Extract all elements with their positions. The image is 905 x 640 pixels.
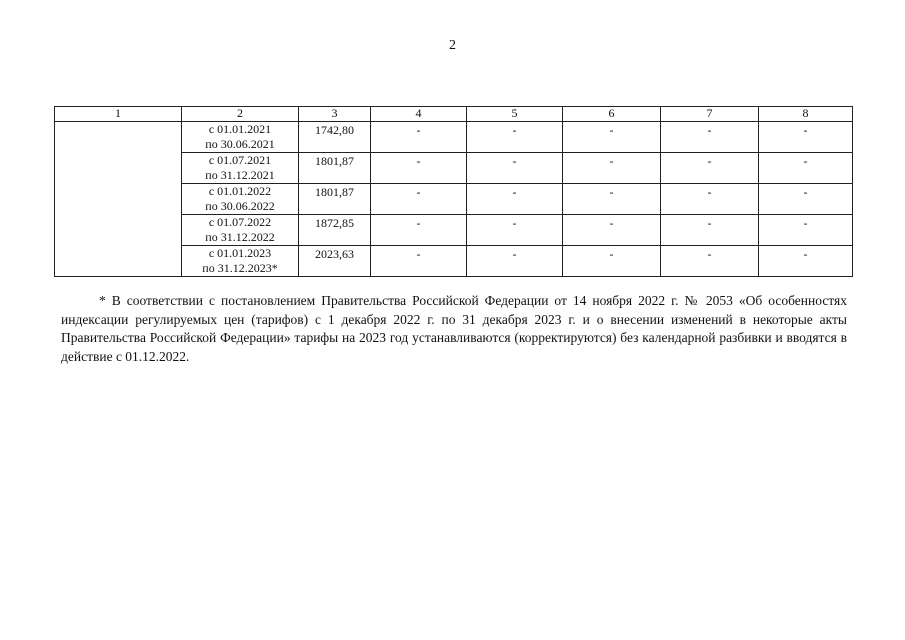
- column-header: 2: [182, 107, 299, 122]
- period-from: с 01.01.2021: [208, 122, 272, 136]
- table-cell: -: [371, 184, 467, 215]
- period-to: по 30.06.2022: [205, 198, 275, 213]
- table-cell: -: [467, 153, 563, 184]
- tariff-value: 2023,63: [299, 246, 371, 277]
- table-cell: -: [467, 184, 563, 215]
- table-cell: -: [563, 153, 661, 184]
- table-cell: -: [661, 122, 759, 153]
- column-header: 5: [467, 107, 563, 122]
- table-cell: -: [467, 215, 563, 246]
- footnote: * В соответствии с постановлением Правительства Российской Федерации от 14 ноября 2022 г. № 2053 «Об особенностях индексации регулируемых цен (тарифов) с 1 декабря 2022 г. по 31 декабря 2023 г. и о внесении изменений в некоторые акты Правительства Российской Федерации» тарифы на 2023 год устанавливаются (корректируются) без календарной разбивки и вводятся в действие с 01.12.2022.: [61, 293, 847, 364]
- tariff-table: [54, 106, 853, 277]
- table-cell: -: [661, 215, 759, 246]
- column-header: 7: [661, 107, 759, 122]
- table-cell: -: [563, 184, 661, 215]
- period-cell: [182, 122, 299, 153]
- column-header: 8: [759, 107, 853, 122]
- table-cell: -: [371, 215, 467, 246]
- tariff-value: 1872,85: [299, 215, 371, 246]
- period-from: с 01.07.2021: [208, 153, 272, 167]
- page-number: 2: [449, 38, 456, 53]
- table-cell: -: [563, 122, 661, 153]
- period-to: по 31.12.2023*: [202, 260, 278, 275]
- period-from: с 01.01.2022: [208, 184, 272, 198]
- table-cell: -: [467, 246, 563, 277]
- period-cell: [182, 246, 299, 277]
- period-from: с 01.07.2022: [208, 215, 272, 229]
- table-cell: -: [759, 122, 853, 153]
- tariff-value: 1801,87: [299, 153, 371, 184]
- table-cell: -: [759, 215, 853, 246]
- table-cell: -: [661, 184, 759, 215]
- column-header: 1: [55, 107, 182, 122]
- table-cell: -: [759, 184, 853, 215]
- column-header: 4: [371, 107, 467, 122]
- table-cell: -: [759, 153, 853, 184]
- period-cell: [182, 215, 299, 246]
- table-cell: -: [563, 246, 661, 277]
- table-cell: -: [371, 122, 467, 153]
- empty-merged-cell: [55, 122, 182, 277]
- column-header: 6: [563, 107, 661, 122]
- period-to: по 31.12.2021: [205, 167, 275, 182]
- table-cell: -: [661, 246, 759, 277]
- period-to: по 30.06.2021: [205, 136, 275, 151]
- table-cell: -: [371, 246, 467, 277]
- table-cell: -: [563, 215, 661, 246]
- period-to: по 31.12.2022: [205, 229, 275, 244]
- table-header-row: [55, 107, 853, 122]
- period-cell: [182, 153, 299, 184]
- tariff-value: 1801,87: [299, 184, 371, 215]
- table-cell: -: [467, 122, 563, 153]
- tariff-value: 1742,80: [299, 122, 371, 153]
- table-row: [55, 122, 853, 153]
- table-cell: -: [371, 153, 467, 184]
- table-cell: -: [759, 246, 853, 277]
- column-header: 3: [299, 107, 371, 122]
- table-cell: -: [661, 153, 759, 184]
- period-cell: [182, 184, 299, 215]
- period-from: с 01.01.2023: [208, 246, 272, 260]
